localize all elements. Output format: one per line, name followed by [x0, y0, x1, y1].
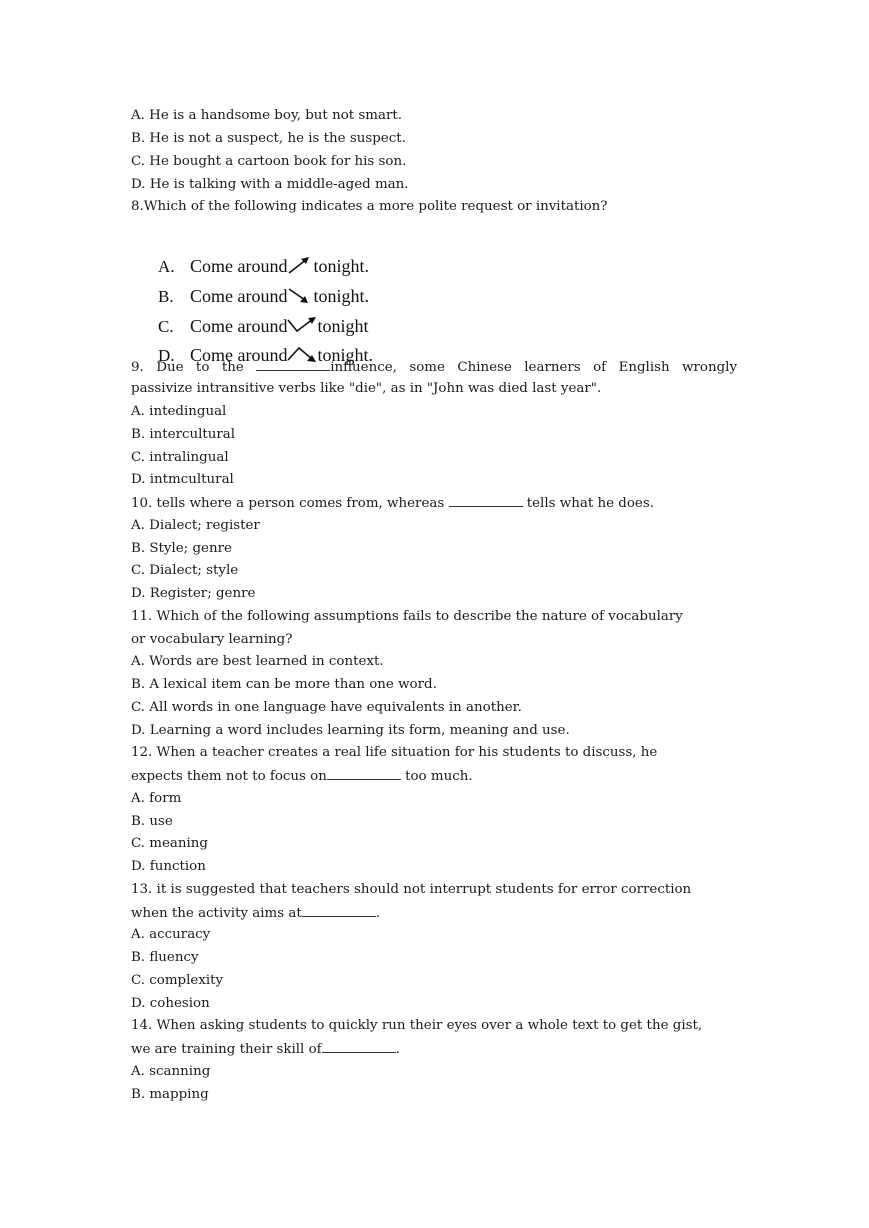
q9-stem-line2: passivize intransitive verbs like "die", as in "John was died last year".	[131, 381, 602, 396]
q11-option-a: A. Words are best learned in context.	[131, 654, 384, 669]
q14-stem-start: we are training their skill of	[131, 1042, 322, 1057]
q14-option-a: A. scanning	[131, 1064, 211, 1079]
q8-option-text-after: tonight.	[313, 256, 369, 276]
q14-option-b: B. mapping	[131, 1087, 209, 1102]
q13-option-b: B. fluency	[131, 950, 199, 965]
q9-option-a: A. intedingual	[131, 404, 227, 419]
answer-blank	[302, 905, 376, 917]
q10-option-d: D. Register; genre	[131, 586, 256, 601]
q11-option-d: D. Learning a word includes learning its form, meaning and use.	[131, 723, 570, 738]
q8-option-letter: B.	[158, 287, 174, 306]
q10-option-b: B. Style; genre	[131, 541, 232, 556]
q7-option-a: A. He is a handsome boy, but not smart.	[131, 108, 402, 123]
q10-stem	[131, 495, 654, 512]
answer-blank	[256, 359, 330, 371]
q13-option-d: D. cohesion	[131, 996, 210, 1011]
q9-option-b: B. intercultural	[131, 427, 236, 442]
q13-option-a: A. accuracy	[131, 927, 211, 942]
q8-option-text: Come around	[190, 316, 288, 336]
q14-stem-end: .	[395, 1042, 400, 1057]
q14-stem-line2	[131, 1041, 400, 1058]
q8-option-text-after: tonight	[317, 316, 369, 336]
q13-stem-end: .	[375, 906, 380, 921]
q10-stem-end: tells what he does.	[522, 496, 654, 511]
q8-option-c	[140, 290, 369, 336]
answer-blank	[449, 495, 523, 507]
q7-option-b: B. He is not a suspect, he is the suspect.	[131, 131, 406, 146]
q8-option-text: Come around	[190, 256, 288, 276]
q9-stem-end: influence, some Chinese learners of English wrongly	[330, 360, 738, 375]
q14-stem: 14. When asking students to quickly run their eyes over a whole text to get the gist,	[131, 1018, 703, 1033]
q8-option-a	[140, 230, 369, 276]
q8-option-letter: D.	[158, 346, 175, 365]
q8-option-text-after: tonight.	[317, 345, 373, 365]
q9-option-d: D. intmcultural	[131, 472, 234, 487]
q12-option-b: B. use	[131, 814, 173, 829]
q10-option-c: C. Dialect; style	[131, 563, 239, 578]
q9-option-c: C. intralingual	[131, 450, 229, 465]
q8-stem: 8.Which of the following indicates a more polite request or invitation?	[131, 199, 608, 214]
q12-stem-end: too much.	[400, 769, 473, 784]
q13-option-c: C. complexity	[131, 973, 224, 988]
q11-option-c: C. All words in one language have equivalents in another.	[131, 700, 522, 715]
q12-option-a: A. form	[131, 791, 182, 806]
q13-stem-line2	[131, 905, 380, 922]
q9-stem-start: 9. Due to the	[131, 360, 244, 375]
q8-option-d	[140, 319, 373, 365]
q8-option-b	[140, 260, 369, 306]
q8-option-text: Come around	[190, 345, 288, 365]
q12-option-d: D. function	[131, 859, 206, 874]
q10-option-a: A. Dialect; register	[131, 518, 260, 533]
q7-option-c: C. He bought a cartoon book for his son.	[131, 154, 407, 169]
q13-stem: 13. it is suggested that teachers should not interrupt students for error correction	[131, 882, 692, 897]
q11-stem: 11. Which of the following assumptions fails to describe the nature of vocabulary	[131, 609, 683, 624]
q10-stem-start: 10. tells where a person comes from, whereas	[131, 496, 449, 511]
q12-option-c: C. meaning	[131, 836, 208, 851]
q8-option-letter: C.	[158, 317, 174, 336]
q8-option-text: Come around	[190, 286, 288, 306]
q8-option-text-after: tonight.	[313, 286, 369, 306]
q11-stem-line2: or vocabulary learning?	[131, 632, 293, 647]
q8-option-letter: A.	[158, 257, 175, 276]
answer-blank	[327, 768, 401, 780]
q11-option-b: B. A lexical item can be more than one word.	[131, 677, 437, 692]
q7-option-d: D. He is talking with a middle-aged man.	[131, 177, 409, 192]
q12-stem-start: expects them not to focus on	[131, 769, 327, 784]
q12-stem: 12. When a teacher creates a real life situation for his students to discuss, he	[131, 745, 658, 760]
q13-stem-start: when the activity aims at	[131, 906, 302, 921]
q12-stem-line2	[131, 768, 473, 785]
answer-blank	[322, 1041, 396, 1053]
q9-stem	[131, 359, 737, 376]
